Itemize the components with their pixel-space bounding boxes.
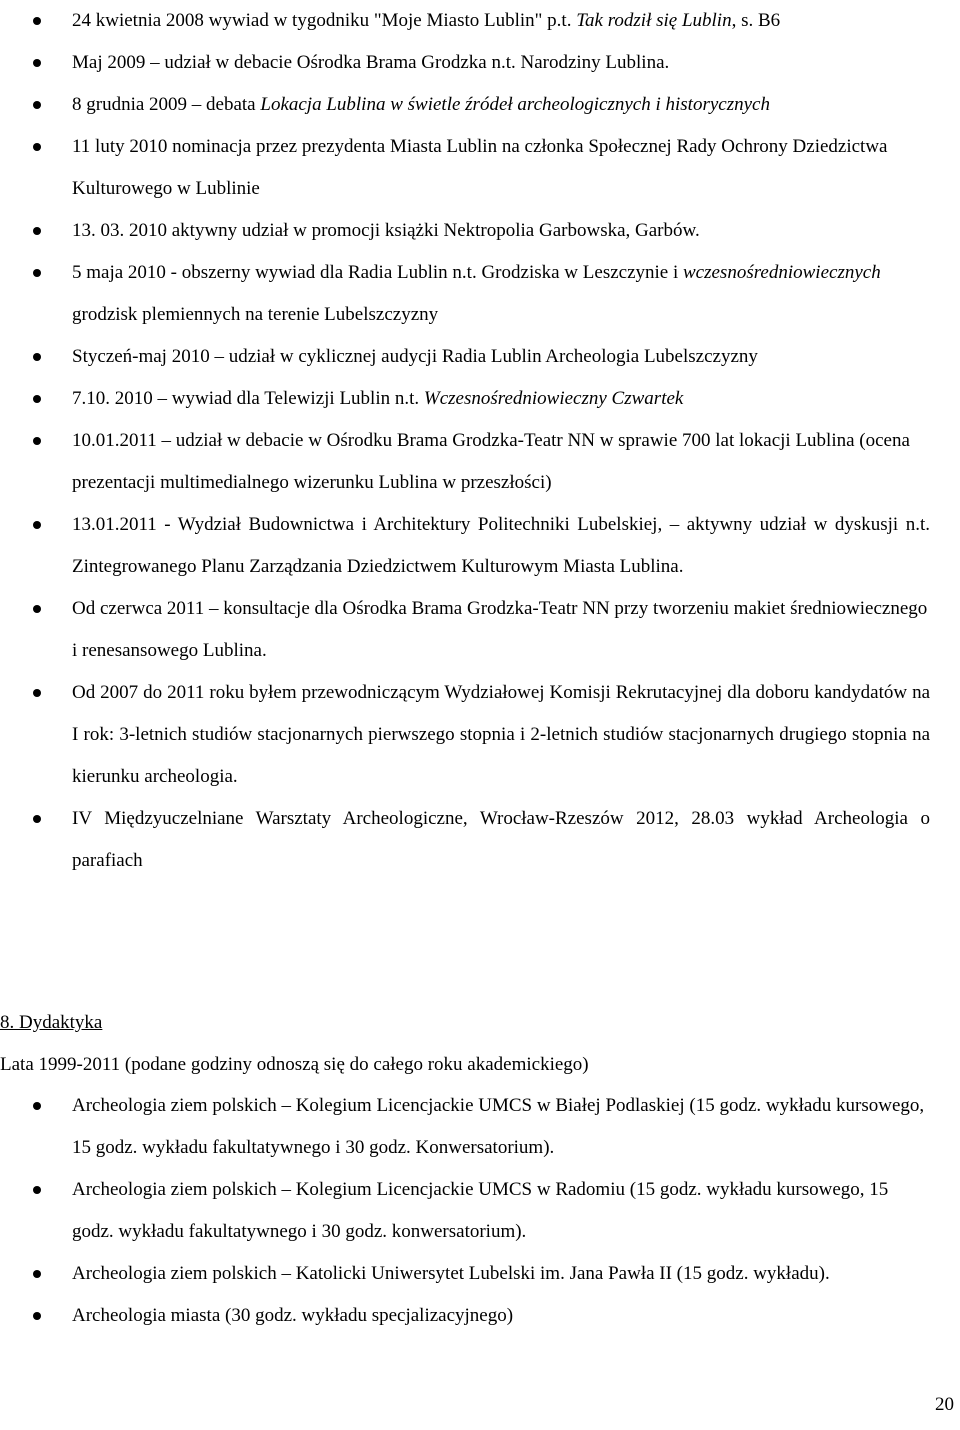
list-item: 24 kwietnia 2008 wywiad w tygodniku "Moje Miasto Lublin" p.t. Tak rodził się Lublin, s. B6 [0, 0, 960, 42]
section-intro: Lata 1999-2011 (podane godziny odnoszą się do całego roku akademickiego) [0, 1054, 589, 1075]
list-item: Archeologia miasta (30 godz. wykładu specjalizacyjnego) [0, 1295, 960, 1337]
list-item: 5 maja 2010 - obszerny wywiad dla Radia Lublin n.t. Grodziska w Leszczynie i wczesnośredniowiecznych grodzisk plemiennych na terenie Lubelszczyzny [0, 252, 960, 336]
bullet-icon [33, 815, 41, 823]
list-item: 8 grudnia 2009 – debata Lokacja Lublina w świetle źródeł archeologicznych i historycznych [0, 84, 960, 126]
bullet-icon [33, 143, 41, 151]
list-item: 10.01.2011 – udział w debacie w Ośrodku Brama Grodzka-Teatr NN w sprawie 700 lat lokacji Lublina (ocena prezentacji multimedialnego wizerunku Lublina w przeszłości) [0, 420, 960, 504]
bullet-icon [33, 689, 41, 697]
bullet-icon [33, 605, 41, 613]
bullet-icon [33, 1270, 41, 1278]
list-item: Od 2007 do 2011 roku byłem przewodniczącym Wydziałowej Komisji Rekrutacyjnej dla doboru kandydatów na I rok: 3-letnich studiów stacjonarnych pierwszego stopnia i 2-letnich studiów stacjonarnych drugiego stopnia na kierunku archeologia. [0, 672, 960, 798]
bullet-icon [33, 437, 41, 445]
list-item: IV Międzyuczelniane Warsztaty Archeologiczne, Wrocław-Rzeszów 2012, 28.03 wykład Archeologia o parafiach [0, 798, 960, 882]
bullet-icon [33, 269, 41, 277]
list-item: Maj 2009 – udział w debacie Ośrodka Brama Grodzka n.t. Narodziny Lublina. [0, 42, 960, 84]
bullet-icon [33, 1186, 41, 1194]
list-item: 11 luty 2010 nominacja przez prezydenta Miasta Lublin na członka Społecznej Rady Ochrony Dziedzictwa Kulturowego w Lublinie [0, 126, 960, 210]
teaching-list [0, 1085, 960, 1337]
bullet-icon [33, 227, 41, 235]
section-heading: 8. Dydaktyka [0, 1012, 103, 1033]
bullet-icon [33, 353, 41, 361]
bullet-icon [33, 395, 41, 403]
list-item: 13.01.2011 - Wydział Budownictwa i Architektury Politechniki Lubelskiej, – aktywny udział w dyskusji n.t. Zintegrowanego Planu Zarządzania Dziedzictwem Kulturowym Miasta Lublina. [0, 504, 960, 588]
bullet-icon [33, 1102, 41, 1110]
list-item: 7.10. 2010 – wywiad dla Telewizji Lublin n.t. Wczesnośredniowieczny Czwartek [0, 378, 960, 420]
list-item: Archeologia ziem polskich – Kolegium Licencjackie UMCS w Białej Podlaskiej (15 godz. wykładu kursowego, 15 godz. wykładu fakultatywnego i 30 godz. Konwersatorium). [0, 1085, 960, 1169]
list-item: Archeologia ziem polskich – Katolicki Uniwersytet Lubelski im. Jana Pawła II (15 godz. wykładu). [0, 1253, 960, 1295]
bullet-icon [33, 17, 41, 25]
bullet-icon [33, 101, 41, 109]
list-item: Od czerwca 2011 – konsultacje dla Ośrodka Brama Grodzka-Teatr NN przy tworzeniu makiet średniowiecznego i renesansowego Lublina. [0, 588, 960, 672]
bullet-icon [33, 521, 41, 529]
page-number: 20 [935, 1394, 954, 1415]
list-item: Styczeń-maj 2010 – udział w cyklicznej audycji Radia Lublin Archeologia Lubelszczyzny [0, 336, 960, 378]
list-item: 13. 03. 2010 aktywny udział w promocji książki Nektropolia Garbowska, Garbów. [0, 210, 960, 252]
bullet-icon [33, 1312, 41, 1320]
list-item: Archeologia ziem polskich – Kolegium Licencjackie UMCS w Radomiu (15 godz. wykładu kursowego, 15 godz. wykładu fakultatywnego i 30 godz. konwersatorium). [0, 1169, 960, 1253]
bullet-icon [33, 59, 41, 67]
